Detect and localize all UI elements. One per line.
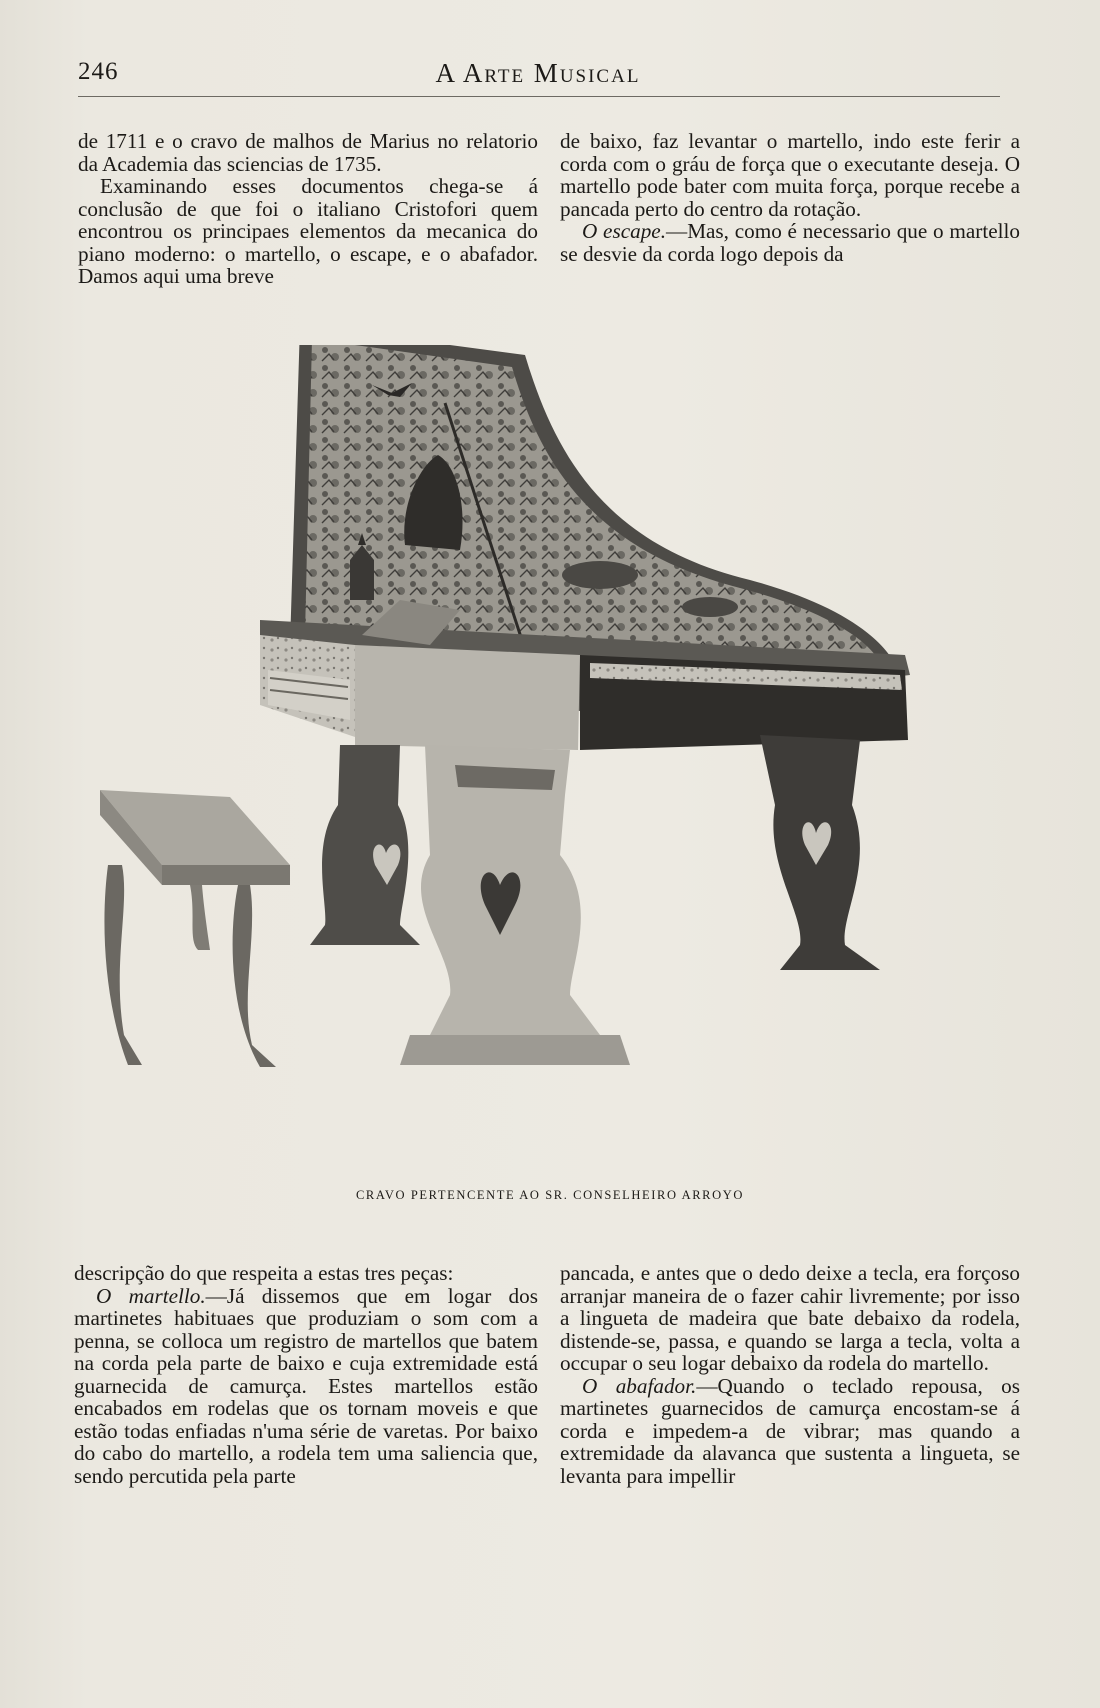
paragraph: de 1711 e o cravo de malhos de Marius no relatorio da Academia das sciencias de 1735. bbox=[78, 129, 538, 176]
paragraph: descripção do que respeita a estas tres peças: bbox=[74, 1261, 454, 1285]
harpsichord-illustration bbox=[100, 345, 1020, 1177]
paragraph: de baixo, faz levantar o martello, indo este ferir a corda com o gráu de força que o executante deseja. O martello pode bater com muita força, porque recebe a pancada perto do centro da rotação. bbox=[560, 129, 1020, 221]
paragraph-text: —Quando o teclado repousa, os martinetes guarnecidos de camurça encostam-se á corda e impedem-a de vibrar; mas quando a extremidade da alavanca que sustenta a lingueta, se levanta para impellir bbox=[560, 1373, 1020, 1488]
paragraph-escape bbox=[560, 220, 1020, 265]
paragraph-abafador bbox=[560, 1375, 1020, 1488]
header-rule bbox=[78, 96, 1000, 97]
page-number: 246 bbox=[78, 58, 119, 85]
running-title: A Arte Musical bbox=[435, 58, 641, 88]
column-top-left bbox=[78, 130, 538, 288]
section-label-martello: O martello. bbox=[96, 1283, 206, 1308]
section-label-escape: O escape. bbox=[582, 219, 666, 243]
paragraph: Examinando esses documentos chega-se á conclusão de que foi o italiano Cristofori quem encontrou os principaes elementos da mecanica do piano moderno: o martello, o escape, e o abafador. Damos aqui uma breve bbox=[78, 174, 538, 288]
paragraph-martello bbox=[74, 1285, 538, 1488]
column-top-right bbox=[560, 130, 1020, 265]
paragraph: pancada, e antes que o dedo deixe a tecla, era forçoso arranjar maneira de o fazer cahir livremente; por isso a lingueta de madeira que bate debaixo da rodela, distende-se, passa, e quando se larga a tecla, volta a occupar o seu logar debaixo da rodela do martello. bbox=[560, 1261, 1020, 1375]
section-label-abafador: O abafador. bbox=[582, 1373, 697, 1398]
column-bottom-right bbox=[560, 1262, 1020, 1487]
column-bottom-left bbox=[74, 1262, 538, 1487]
harpsichord-drawing bbox=[100, 345, 1020, 1177]
paragraph-text: —Já dissemos que em logar dos martinetes habituaes que produziam o som com a penna, se colloca um registro de martellos que batem na corda pela parte de baixo e cuja extremidade está guarnecida de camurça. Estes martellos estão encabados em rodelas que os tornam moveis e que estão todas enfiadas n'uma série de varetas. Por baixo do cabo do martello, a rodela tem uma saliencia que, sendo percutida pela parte bbox=[74, 1283, 538, 1488]
figure-caption: CRAVO PERTENCENTE AO SR. CONSELHEIRO ARROYO bbox=[356, 1188, 744, 1202]
running-header bbox=[78, 58, 998, 94]
paragraph-text: —Mas, como é necessario que o martello se desvie da corda logo depois da bbox=[560, 219, 1020, 266]
